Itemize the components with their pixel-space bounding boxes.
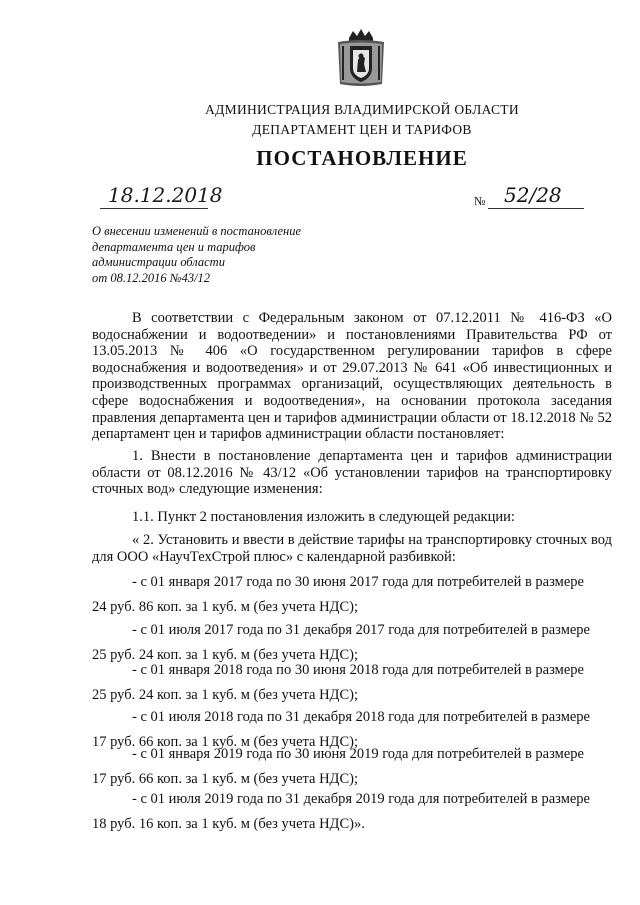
number-label: № [474,194,486,208]
coat-of-arms-icon [334,28,388,88]
document-date: 18.12.2018 [108,183,223,207]
tariff-period: - с 01 января 2017 года по 30 июня 2017 года для потребителей в размере [132,574,584,590]
point-1-paragraph: 1. Внести в постановление департамента цен и тарифов администрации области от 08.12.2016 № 43/12 «Об установлении тарифов на транспортировку сточных вод» следующие изменения: [92,448,612,498]
document-type-title: ПОСТАНОВЛЕНИЕ [256,146,468,170]
organization-line-1: АДМИНИСТРАЦИЯ ВЛАДИМИРСКОЙ ОБЛАСТИ [205,102,519,117]
tariff-item [92,570,612,620]
tariff-value: 17 руб. 66 коп. за 1 куб. м (без учета НДС); [92,734,358,750]
organization-line-2: ДЕПАРТАМЕНТ ЦЕН И ТАРИФОВ [252,122,472,137]
tariff-value: 17 руб. 66 коп. за 1 куб. м (без учета НДС); [92,771,358,787]
tariff-item [92,787,612,837]
tariff-item [92,742,612,792]
tariff-period: - с 01 января 2019 года по 30 июня 2019 года для потребителей в размере [132,746,584,762]
tariff-value: 24 руб. 86 коп. за 1 куб. м (без учета НДС); [92,599,358,615]
preamble-paragraph: В соответствии с Федеральным законом от 07.12.2011 № 416-ФЗ «О водоснабжении и водоотведении» и постановлениями Правительства РФ от 13.05.2013 № 406 «О государственном регулировании тарифов в сфере водоснабжения и водоотведения» и от 29.07.2013 № 641 «Об инвестиционных и производственных программах организаций, осуществляющих деятельность в сфере водоснабжения и водоотведения», на основании протокола заседания правления департамента цен и тарифов администрации области от 18.12.2018 № 52 департамент цен и тарифов администрации области постановляет: [92,310,612,443]
subject-line: департамента цен и тарифов [92,239,256,254]
tariff-value: 18 руб. 16 коп. за 1 куб. м (без учета НДС)». [92,816,365,832]
document-subject [92,224,332,286]
tariff-period: - с 01 июля 2018 года по 31 декабря 2018 года для потребителей в размере [132,709,590,725]
tariff-value: 25 руб. 24 коп. за 1 куб. м (без учета НДС); [92,647,358,663]
point-1-1-paragraph: 1.1. Пункт 2 постановления изложить в следующей редакции: [132,509,515,525]
tariff-period: - с 01 июля 2019 года по 31 декабря 2019 года для потребителей в размере [132,791,590,807]
tariff-period: - с 01 июля 2017 года по 31 декабря 2017 года для потребителей в размере [132,622,590,638]
tariff-item [92,658,612,708]
document-number: 52/28 [504,183,562,207]
subject-line: О внесении изменений в постановление [92,224,302,238]
subject-line: от 08.12.2016 №43/12 [92,270,211,285]
tariff-value: 25 руб. 24 коп. за 1 куб. м (без учета НДС); [92,687,358,703]
point-2-paragraph: « 2. Установить и ввести в действие тарифы на транспортировку сточных вод для ООО «НаучТехСтрой плюс» с календарной разбивкой: [92,532,612,565]
number-underline [488,208,584,209]
subject-line: администрации области [92,255,225,269]
tariff-period: - с 01 января 2018 года по 30 июня 2018 года для потребителей в размере [132,662,584,678]
date-underline [100,208,208,209]
